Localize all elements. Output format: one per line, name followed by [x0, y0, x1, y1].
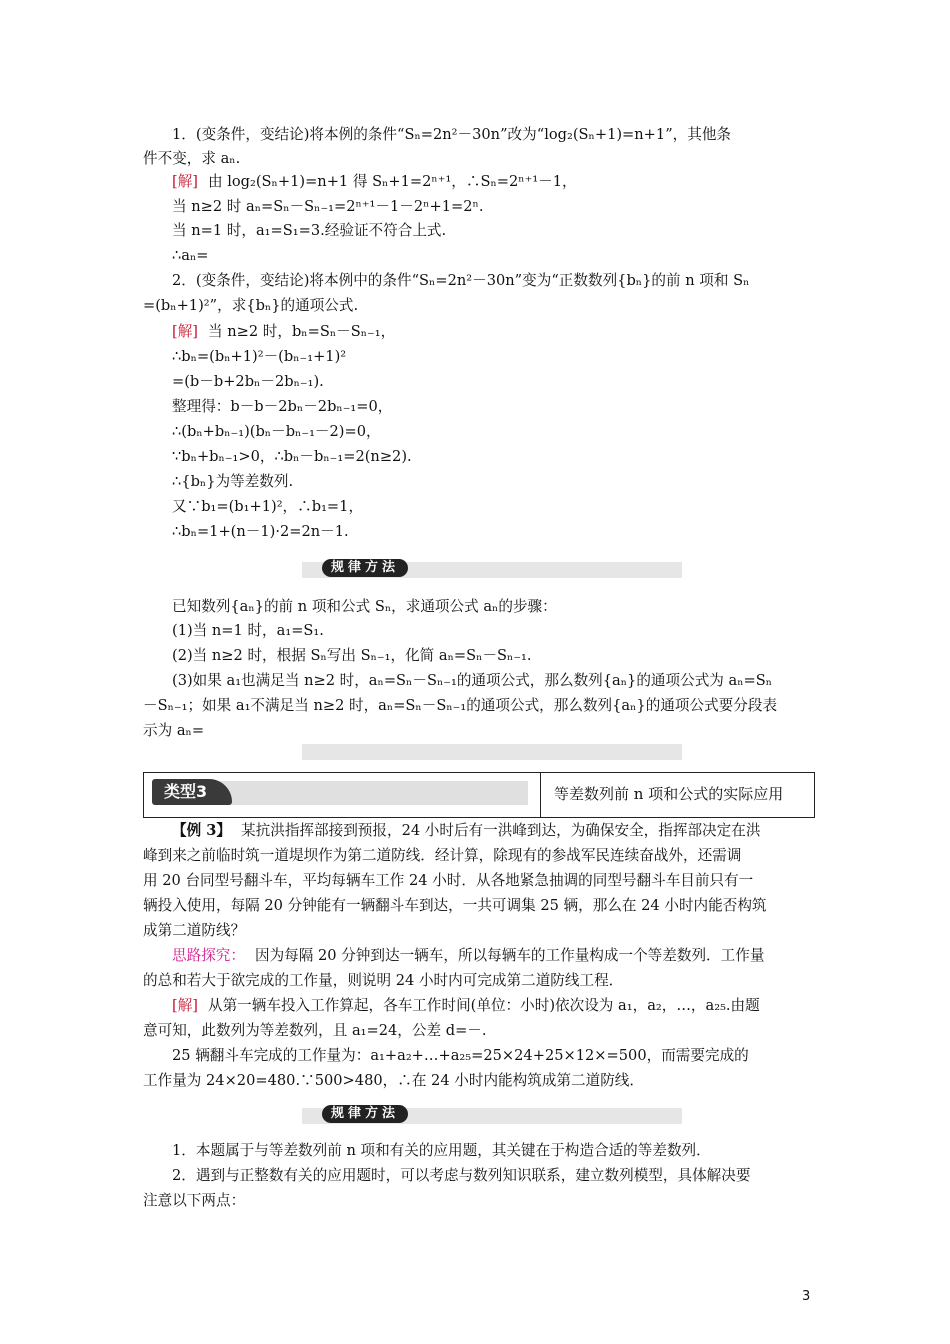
text-line [143, 295, 358, 317]
line-text: (2)当 n≥2 时，根据 Sₙ写出 Sₙ₋₁，化简 aₙ=Sₙ－Sₙ₋₁. [172, 647, 532, 664]
text-line [172, 1140, 711, 1162]
text-line [172, 124, 731, 146]
text-line [143, 695, 777, 717]
text-line [172, 371, 324, 393]
line-prefix: [解] [172, 173, 198, 190]
text-line [172, 596, 557, 618]
text-line [143, 1190, 245, 1212]
line-text: 已知数列{aₙ}的前 n 项和公式 Sₙ，求通项公式 aₙ的步骤： [172, 598, 557, 615]
page-number: 3 [802, 1289, 811, 1304]
line-text: －Sₙ₋₁；如果 a₁不满足当 n≥2 时，aₙ=Sₙ－Sₙ₋₁的通项公式，那么数列{aₙ}的通项公式要分段表 [143, 697, 778, 714]
line-text: 成第二道防线？ [143, 922, 246, 939]
line-prefix: 思路探究： [172, 947, 245, 964]
text-line [143, 720, 204, 742]
section-heading: 规律方法 [322, 559, 408, 577]
line-text: 1．(变条件，变结论)将本例的条件“Sₙ=2n²－30n”改为“log₂(Sₙ+1)=n+1”，其他条 [172, 126, 732, 143]
line-text: 当 n=1 时，a₁=S₁=3.经验证不符合上式. [172, 222, 447, 239]
line-text: 从第一辆车投入工作算起，各车工作时间(单位：小时)依次设为 a₁，a₂，…，a₂₅.由题 [207, 997, 760, 1014]
text-line [172, 945, 764, 967]
line-text: 意可知，此数列为等差数列，且 a₁=24，公差 d=－. [143, 1022, 487, 1039]
line-text: 2．(变条件，变结论)将本例中的条件“Sₙ=2n²－30n”变为“正数数列{bₙ}的前 n 项和 Sₙ [172, 272, 750, 289]
text-line [172, 620, 324, 642]
text-line [143, 1020, 487, 1042]
line-text: 25 辆翻斗车完成的工作量为：a₁+a₂+…+a₂₅=25×24+25×12×=500，而需要完成的 [172, 1047, 749, 1064]
text-line [172, 171, 577, 193]
line-text: (3)如果 a₁也满足当 n≥2 时，aₙ=Sₙ－Sₙ₋₁的通项公式，那么数列{aₙ}的通项公式为 aₙ=Sₙ [172, 672, 773, 689]
text-line [172, 245, 209, 267]
section-end-bar [302, 744, 682, 760]
line-text: ∴{bₙ}为等差数列. [172, 473, 294, 490]
line-text: 辆投入使用，每隔 20 分钟能有一辆翻斗车到达，一共可调集 25 辆，那么在 24 小时内能否构筑 [143, 897, 767, 914]
line-text: 2．遇到与正整数有关的应用题时，可以考虑与数列知识联系，建立数列模型，具体解决要 [172, 1167, 751, 1184]
text-line [172, 1045, 749, 1067]
line-text: (1)当 n=1 时，a₁=S₁. [172, 622, 324, 639]
text-line [172, 446, 412, 468]
type-title: 等差数列前 n 项和公式的实际应用 [554, 785, 784, 803]
line-text: 整理得：b－b－2bₙ－2bₙ₋₁=0， [172, 398, 393, 415]
text-line [172, 346, 346, 368]
text-line [172, 496, 363, 518]
line-text: 又∵b₁=(b₁+1)²，∴b₁=1， [172, 498, 364, 515]
line-text: =(bₙ+1)²”，求{bₙ}的通项公式. [143, 297, 359, 314]
line-text: 某抗洪指挥部接到预报，24 小时后有一洪峰到达，为确保安全，指挥部决定在洪 [241, 822, 761, 839]
text-line [172, 270, 749, 292]
text-line [172, 820, 760, 842]
text-line [172, 995, 760, 1017]
line-text: 示为 aₙ= [143, 722, 205, 739]
text-line [172, 396, 392, 418]
line-text: ∵bₙ+bₙ₋₁>0，∴bₙ－bₙ₋₁=2(n≥2). [172, 448, 412, 465]
line-text: 当 n≥2 时 aₙ=Sₙ－Sₙ₋₁=2ⁿ⁺¹－1－2ⁿ+1=2ⁿ. [172, 198, 484, 215]
line-text: ∴(bₙ+bₙ₋₁)(bₙ－bₙ₋₁－2)=0， [172, 423, 381, 440]
line-text: 件不变，求 aₙ. [143, 150, 241, 167]
line-text: ∴aₙ= [172, 247, 209, 264]
line-text: 峰到来之前临时筑一道堤坝作为第二道防线．经计算，除现有的参战军民连续奋战外，还需调 [143, 847, 742, 864]
line-text: 1．本题属于与等差数列前 n 项和有关的应用题，其关键在于构造合适的等差数列． [172, 1142, 711, 1159]
line-text: 当 n≥2 时，bₙ=Sₙ－Sₙ₋₁， [207, 323, 396, 340]
line-prefix: [解] [172, 323, 198, 340]
text-line [172, 196, 483, 218]
type-heading-box [143, 772, 815, 818]
type-tag-label: 类型3 [152, 779, 232, 805]
text-line [143, 870, 753, 892]
text-line [172, 645, 532, 667]
text-line [172, 670, 772, 692]
text-line [143, 148, 240, 170]
text-line [172, 1165, 750, 1187]
line-text: ∴bₙ=1+(n－1)·2=2n－1. [172, 523, 349, 540]
line-prefix: [解] [172, 997, 198, 1014]
text-line [172, 421, 381, 443]
line-text: 注意以下两点： [143, 1192, 246, 1209]
type-divider [540, 773, 541, 817]
text-line [143, 1070, 644, 1092]
text-line [172, 521, 349, 543]
text-line [172, 220, 446, 242]
line-text: ∴bₙ=(bₙ+1)²－(bₙ₋₁+1)² [172, 348, 347, 365]
line-text: 工作量为 24×20=480.∵500>480，∴在 24 小时内能构筑成第二道防线． [143, 1072, 644, 1089]
text-line [143, 920, 245, 942]
line-text: =(b－b+2bₙ－2bₙ₋₁). [172, 373, 324, 390]
text-line [143, 970, 623, 992]
line-text: 用 20 台同型号翻斗车，平均每辆车工作 24 小时．从各地紧急抽调的同型号翻斗车目前只有一 [143, 872, 754, 889]
line-text: 因为每隔 20 分钟到达一辆车，所以每辆车的工作量构成一个等差数列．工作量 [254, 947, 765, 964]
line-text: 由 log₂(Sₙ+1)=n+1 得 Sₙ+1=2ⁿ⁺¹，∴Sₙ=2ⁿ⁺¹－1， [207, 173, 577, 190]
text-line [143, 845, 741, 867]
line-text: 的总和若大于欲完成的工作量，则说明 24 小时内可完成第二道防线工程． [143, 972, 624, 989]
text-line [143, 895, 767, 917]
text-line [172, 471, 293, 493]
text-line [172, 321, 395, 343]
line-prefix: 【例 3】 [172, 822, 232, 839]
section-heading: 规律方法 [322, 1105, 408, 1123]
